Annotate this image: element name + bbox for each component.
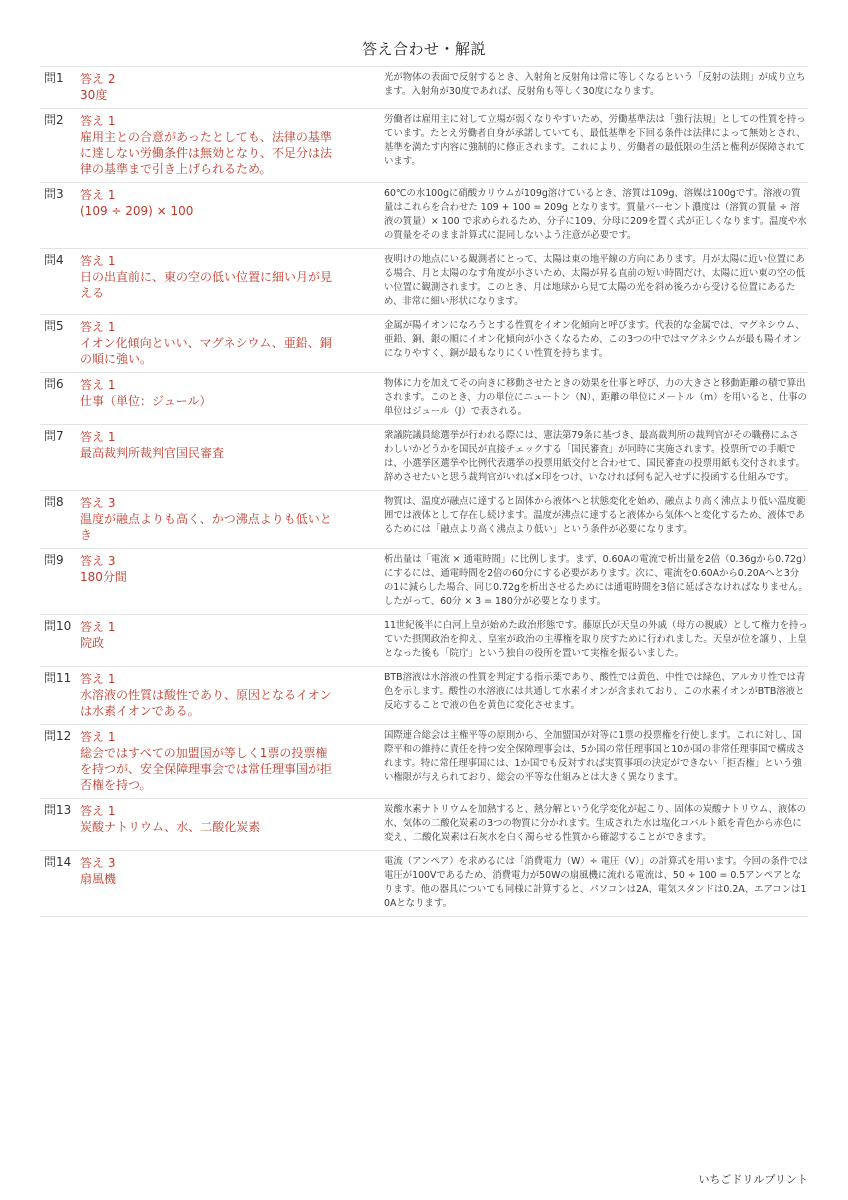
answer-row [40, 851, 808, 917]
question-number: 問4 [44, 253, 64, 267]
question-number: 問14 [44, 855, 72, 869]
answer-block [80, 671, 336, 719]
answer-text: 総会ではすべての加盟国が等しく1票の投票権を持つが、安全保障理事会では常任理事国が拒否権を持つ。 [80, 746, 333, 792]
explanation-text: 析出量は「電流 × 通電時間」に比例します。まず、0.60Aの電流で析出量を2倍（0.36gから0.72g）にするには、通電時間を2倍の60分にする必要があります。次に、電流を0.60Aから0.20Aへと3分の1に減らした場合、同じ0.72gを析出させるためには通電時間を3倍に延ばさなければなりません。したがって、60分 × 3 = 180分が必要となります。 [384, 554, 808, 607]
answer-block [80, 429, 336, 485]
answer-row [40, 183, 808, 249]
answer-row [40, 491, 808, 549]
answer-text: 雇用主との合意があったとしても、法律の基準に達しない労働条件は無効となり、不足分は法律の基準まで引き上げられるため。 [80, 130, 333, 176]
answer-text: 水溶液の性質は酸性であり、原因となるイオンは水素イオンである。 [80, 688, 332, 718]
question-number: 問12 [44, 729, 72, 743]
answer-label: 答え 1 [80, 320, 116, 334]
page-title: 答え合わせ・解説 [361, 40, 486, 58]
answer-label: 答え 3 [80, 554, 116, 568]
answer-label: 答え 1 [80, 254, 116, 268]
question-number: 問3 [44, 187, 64, 201]
answer-block [80, 855, 336, 911]
answer-table [40, 66, 808, 917]
question-number: 問8 [44, 495, 64, 509]
answer-label: 答え 1 [80, 672, 116, 686]
answer-label: 答え 3 [80, 856, 116, 870]
answer-row [40, 667, 808, 725]
answer-text: 30度 [80, 88, 108, 102]
answer-block [80, 377, 336, 419]
answer-block [80, 803, 336, 845]
answer-block [80, 113, 336, 177]
question-number: 問11 [44, 671, 72, 685]
explanation-text: 労働者は雇用主に対して立場が弱くなりやすいため、労働基準法は「強行法規」としての性質を持っています。たとえ労働者自身が承諾していても、最低基準を下回る条件は法律によって無効とされ、基準を満たす内容に強制的に修正されます。これにより、労働者の最低限の生活と権利が保障されています。 [384, 114, 806, 167]
explanation-text: 60℃の水100gに硝酸カリウムが109g溶けているとき、溶質は109g、溶媒は100gです。溶液の質量はこれらを合わせた 109 + 100 = 209g となります。質量パーセント濃度は（溶質の質量 ÷ 溶液の質量）× 100 で求められるため、分子に109、分母に209を置く式が正しくなります。温度や水の質量をそのまま計算式に混同しないよう注意が必要です。 [384, 188, 807, 241]
answer-label: 答え 2 [80, 72, 116, 86]
explanation-text: 11世紀後半に白河上皇が始めた政治形態です。藤原氏が天皇の外戚（母方の親戚）として権力を持っていた摂関政治を抑え、皇室が政治の主導権を取り戻すために行われました。天皇が位を譲り、上皇となった後も「院庁」という独自の役所を置いて実権を振るいました。 [384, 620, 808, 659]
answer-label: 答え 1 [80, 620, 116, 634]
answer-block [80, 619, 336, 661]
answer-label: 答え 1 [80, 430, 116, 444]
answer-label: 答え 1 [80, 188, 116, 202]
explanation-text: 夜明けの地点にいる観測者にとって、太陽は東の地平線の方向にあります。月が太陽に近い位置にある場合、月と太陽のなす角度が小さいため、太陽が昇る直前の短い時間だけ、太陽に近い東の空の低い位置に観測されます。このとき、月は地球から見て太陽の光を斜め後ろから受ける位置にあるため、非常に細い形状になります。 [384, 254, 806, 307]
answer-text: 日の出直前に、東の空の低い位置に細い月が見える [80, 270, 333, 300]
explanation-text: 金属が陽イオンになろうとする性質をイオン化傾向と呼びます。代表的な金属では、マグネシウム、亜鉛、銅、銀の順にイオン化傾向が小さくなるため、この3つの中ではマグネシウムが最も陽イオンになりやすく、銅が最もなりにくい性質を持ちます。 [384, 320, 805, 359]
answer-row [40, 109, 808, 183]
answer-row [40, 373, 808, 425]
question-number: 問1 [44, 71, 64, 85]
explanation-text: 物質は、温度が融点に達すると固体から液体へと状態変化を始め、融点より高く沸点より低い温度範囲では液体として存在し続けます。温度が沸点に達すると液体から気体へと変化するため、液体であるためには「融点より高く沸点より低い」という条件が必要になります。 [384, 496, 806, 535]
answer-row [40, 549, 808, 615]
answer-text: イオン化傾向といい、マグネシウム、亜鉛、銅の順に強い。 [80, 336, 332, 366]
answer-row [40, 799, 808, 851]
answer-block [80, 71, 336, 103]
explanation-text: 衆議院議員総選挙が行われる際には、憲法第79条に基づき、最高裁判所の裁判官がその職務にふさわしいかどうかを国民が直接チェックする「国民審査」が同時に実施されます。投票所での手順では、小選挙区選挙や比例代表選挙の投票用紙交付と合わせて、国民審査の投票用紙も交付されます。辞めさせたいと思う裁判官がいれば×印をつけ、いなければ何も記入せずに投函する仕組みです。 [384, 430, 805, 483]
question-number: 問5 [44, 319, 64, 333]
explanation-text: 物体に力を加えてその向きに移動させたときの効果を仕事と呼び、力の大きさと移動距離の積で算出されます。このとき、力の単位にニュートン（N）、距離の単位にメートル（m）を用いると、仕事の単位はジュール（J）で表される。 [384, 378, 807, 417]
answer-block [80, 319, 336, 367]
question-number: 問7 [44, 429, 64, 443]
answer-label: 答え 1 [80, 804, 116, 818]
answer-label: 答え 1 [80, 114, 116, 128]
question-number: 問10 [44, 619, 72, 633]
answer-row [40, 249, 808, 315]
answer-row [40, 425, 808, 491]
explanation-text: 炭酸水素ナトリウムを加熱すると、熱分解という化学変化が起こり、固体の炭酸ナトリウム、液体の水、気体の二酸化炭素の3つの物質に分かれます。生成された水は塩化コバルト紙を青色から赤色に変え、二酸化炭素は石灰水を白く濁らせる性質から確認することができます。 [384, 804, 806, 843]
explanation-text: 国際連合総会は主権平等の原則から、全加盟国が対等に1票の投票権を行使します。これに対し、国際平和の維持に責任を持つ安全保障理事会は、5か国の常任理事国と10か国の非常任理事国で構成されます。特に常任理事国には、1か国でも反対すれば実質事項の決定ができない「拒否権」という強い権限が与えられており、総会の平等な仕組みとは大きく異なります。 [384, 730, 806, 783]
answer-text: 炭酸ナトリウム、水、二酸化炭素 [80, 820, 261, 834]
footer-brand: いちごドリルプリント [698, 1173, 808, 1186]
answer-label: 答え 3 [80, 496, 116, 510]
answer-row [40, 315, 808, 373]
question-number: 問9 [44, 553, 64, 567]
explanation-text: BTB溶液は水溶液の性質を判定する指示薬であり、酸性では黄色、中性では緑色、アルカリ性では青色を示します。酸性の水溶液には共通して水素イオンが含まれており、この水素イオンがBTB溶液と反応することで液の色を黄色に変化させます。 [384, 672, 806, 711]
answer-row [40, 615, 808, 667]
answer-block [80, 729, 336, 793]
explanation-text: 光が物体の表面で反射するとき、入射角と反射角は常に等しくなるという「反射の法則」が成り立ちます。入射角が30度であれば、反射角も等しく30度になります。 [384, 72, 806, 97]
answer-text: 扇風機 [80, 872, 117, 886]
answer-text: 温度が融点よりも高く、かつ沸点よりも低いとき [80, 512, 332, 542]
answer-label: 答え 1 [80, 730, 116, 744]
explanation-text: 電流（アンペア）を求めるには「消費電力（W）÷ 電圧（V）」の計算式を用います。今回の条件では電圧が100Vであるため、消費電力が50Wの扇風機に流れる電流は、50 ÷ 100 = 0.5アンペアとなります。他の器具についても同様に計算すると、パソコンは2A、電気スタンドは0.2A、エアコンは10Aとなります。 [384, 856, 808, 909]
answer-text: 院政 [80, 636, 105, 650]
answer-row [40, 725, 808, 799]
answer-text: 仕事（単位：ジュール） [80, 394, 212, 408]
question-number: 問13 [44, 803, 72, 817]
answer-text: (109 ÷ 209) × 100 [80, 204, 194, 218]
answer-text: 180分間 [80, 570, 127, 584]
answer-block [80, 187, 336, 243]
question-number: 問6 [44, 377, 64, 391]
answer-label: 答え 1 [80, 378, 116, 392]
question-number: 問2 [44, 113, 64, 127]
answer-row [40, 66, 808, 109]
answer-block [80, 253, 336, 309]
answer-text: 最高裁判所裁判官国民審査 [80, 446, 225, 460]
answer-block [80, 495, 336, 543]
answer-block [80, 553, 336, 609]
